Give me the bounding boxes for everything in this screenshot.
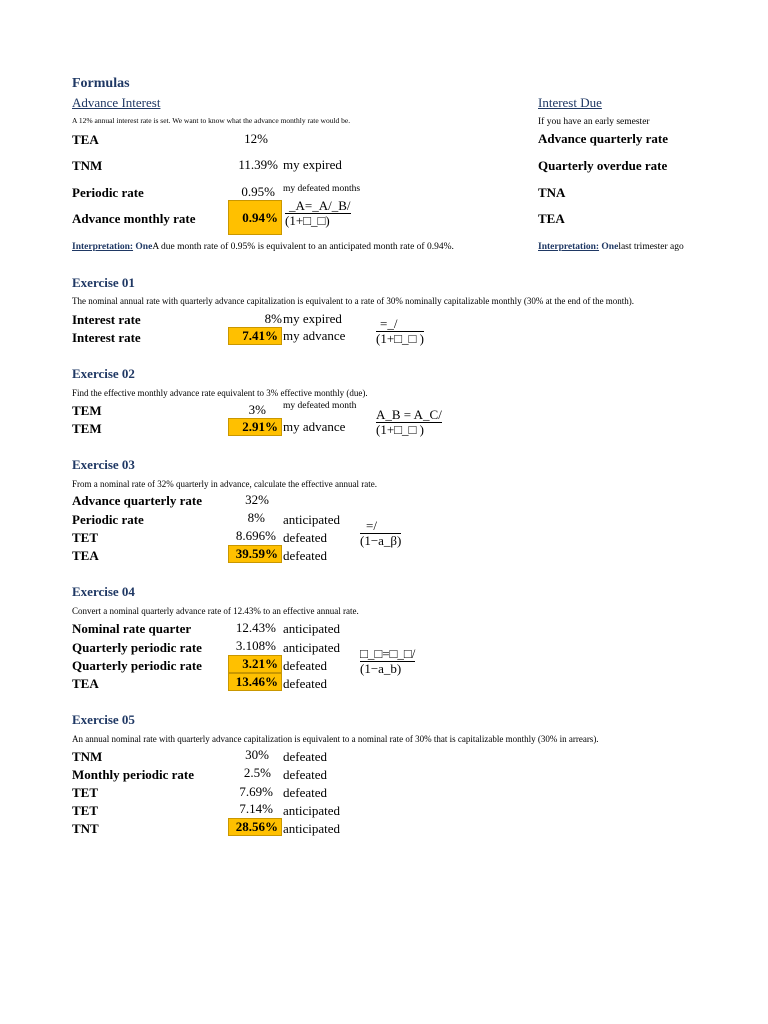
exercise-row-label: TET — [72, 530, 99, 545]
formula-numerator: A_B = A_C/ — [376, 407, 442, 422]
advance-row-label: Periodic rate — [72, 185, 144, 200]
exercise-row-note: defeated — [283, 658, 328, 673]
exercise-row-label: TET — [72, 785, 99, 800]
advance-intro: A 12% annual interest rate is set. We want to know what the advance monthly rate would be. — [72, 116, 351, 125]
advance-interpretation — [72, 242, 454, 252]
exercise-result: 7.41% — [228, 327, 282, 345]
page-title: Formulas — [72, 76, 130, 91]
exercise-result: 2.91% — [228, 418, 282, 436]
exercise-row-note: my advance — [283, 419, 346, 434]
exercise-row-label: Interest rate — [72, 312, 141, 327]
exercise-row-value: 32% — [245, 492, 269, 507]
due-row-label: TEA — [538, 211, 565, 226]
exercise-row-value: 7.14% — [239, 801, 273, 816]
exercise-title: Exercise 04 — [72, 584, 135, 599]
exercise-row-note: my defeated month — [283, 401, 357, 411]
exercise-row-value: 2.5% — [243, 765, 271, 780]
formula-numerator: _A=_A/_B/ — [285, 199, 351, 214]
exercise-row-label: Nominal rate quarter — [72, 621, 192, 636]
exercise-row-value: 12.43% — [235, 620, 276, 635]
exercise-row-note: anticipated — [283, 621, 341, 636]
advance-monthly-rate-result: 0.94% — [228, 200, 282, 235]
exercise-row-label: Monthly periodic rate — [72, 767, 195, 782]
exercise-description: The nominal annual rate with quarterly advance capitalization is equivalent to a rate of 30% nominally capitalizable monthly (30% at the end of the month). — [72, 296, 635, 306]
formula-denominator: (1+□_□) — [285, 213, 330, 228]
interpretation-text: last trimester ago — [618, 242, 684, 252]
due-intro: If you have an early semester — [538, 117, 650, 127]
exercise-title: Exercise 05 — [72, 712, 135, 727]
advance-row-label: Advance monthly rate — [72, 211, 196, 226]
formula-denominator: (1−a_β) — [360, 533, 402, 548]
advance-row-value: 0.95% — [241, 184, 275, 199]
exercise-description: Find the effective monthly advance rate equivalent to 3% effective monthly (due). — [72, 388, 368, 398]
formula-numerator: =/ — [360, 519, 401, 534]
exercise-row-value: 8% — [247, 510, 265, 525]
exercise-row-note: defeated — [283, 767, 328, 782]
advance-row-note: my expired — [283, 157, 342, 172]
exercise-description: From a nominal rate of 32% quarterly in advance, calculate the effective annual rate. — [72, 479, 377, 489]
advance-row-label: TNM — [72, 158, 103, 173]
exercise-row-label: Quarterly periodic rate — [72, 640, 202, 655]
due-interpretation — [538, 242, 684, 252]
exercise-row-note: defeated — [283, 749, 328, 764]
exercise-description: Convert a nominal quarterly advance rate of 12.43% to an effective annual rate. — [72, 606, 359, 616]
advance-formula — [285, 199, 351, 228]
exercise-row-note: anticipated — [283, 512, 341, 527]
formula-denominator: (1+□_□ ) — [376, 331, 424, 346]
exercise-row-note: anticipated — [283, 803, 341, 818]
exercise-title: Exercise 01 — [72, 275, 135, 290]
exercise-row-label: Periodic rate — [72, 512, 144, 527]
exercise-result: 39.59% — [228, 545, 282, 563]
exercise-row-note: my expired — [283, 311, 342, 326]
exercise-row-label: TEA — [72, 676, 99, 691]
exercise-row-note: anticipated — [283, 640, 341, 655]
advance-row-note: my defeated months — [283, 184, 361, 194]
exercise-description: An annual nominal rate with quarterly advance capitalization is equivalent to a nominal rate of 30% that is capitalizable monthly (30% in arrears). — [72, 734, 599, 744]
exercise-row-value: 8.696% — [235, 528, 276, 543]
interpretation-text: A due month rate of 0.95% is equivalent to an anticipated month rate of 0.94%. — [152, 242, 454, 252]
exercise-row-note: defeated — [283, 785, 328, 800]
exercise-row-note: anticipated — [283, 821, 341, 836]
interpretation-word: One — [601, 242, 619, 252]
exercise-result: 3.21% — [228, 655, 282, 673]
exercise-formula — [360, 519, 401, 548]
exercise-row-note: my advance — [283, 328, 346, 343]
interpretation-label: Interpretation: — [538, 242, 600, 252]
exercise-formula — [376, 408, 442, 437]
formula-denominator: (1−a_b) — [360, 661, 402, 676]
exercise-formula — [376, 317, 424, 346]
exercise-row-label: TEA — [72, 548, 99, 563]
exercise-result: 28.56% — [228, 818, 282, 836]
exercise-title: Exercise 02 — [72, 366, 135, 381]
exercise-row-label: Interest rate — [72, 330, 141, 345]
exercise-row-label: TET — [72, 803, 99, 818]
exercise-row-value: 7.69% — [239, 784, 273, 799]
formula-numerator: =_/ — [376, 317, 424, 332]
interest-due-heading: Interest Due — [538, 95, 602, 110]
exercise-row-value: 3% — [248, 402, 266, 417]
formula-numerator: □_□=□_□/ — [360, 646, 416, 661]
exercise-formula — [360, 647, 415, 676]
interpretation-word: One — [135, 242, 153, 252]
exercise-row-note: defeated — [283, 676, 328, 691]
exercise-row-label: TNM — [72, 749, 103, 764]
advance-row-value: 11.39% — [238, 157, 278, 172]
advance-row-label: TEA — [72, 132, 99, 147]
due-row-label: Quarterly overdue rate — [538, 158, 668, 173]
exercise-row-value: 30% — [245, 747, 269, 762]
exercise-row-value: 8% — [264, 311, 282, 326]
exercise-result: 13.46% — [228, 673, 282, 691]
exercise-row-value: 3.108% — [235, 638, 276, 653]
exercise-title: Exercise 03 — [72, 457, 135, 472]
due-row-label: Advance quarterly rate — [538, 131, 668, 146]
exercise-row-note: defeated — [283, 548, 328, 563]
exercise-row-label: Quarterly periodic rate — [72, 658, 202, 673]
exercise-row-label: Advance quarterly rate — [72, 493, 202, 508]
exercise-row-label: TEM — [72, 403, 102, 418]
advance-row-value: 12% — [244, 131, 268, 146]
exercise-row-label: TNT — [72, 821, 99, 836]
formula-denominator: (1+□_□ ) — [376, 422, 424, 437]
exercise-row-note: defeated — [283, 530, 328, 545]
advance-interest-heading: Advance Interest — [72, 95, 161, 110]
due-row-label: TNA — [538, 185, 566, 200]
interpretation-label: Interpretation: — [72, 242, 134, 252]
exercise-row-label: TEM — [72, 421, 102, 436]
